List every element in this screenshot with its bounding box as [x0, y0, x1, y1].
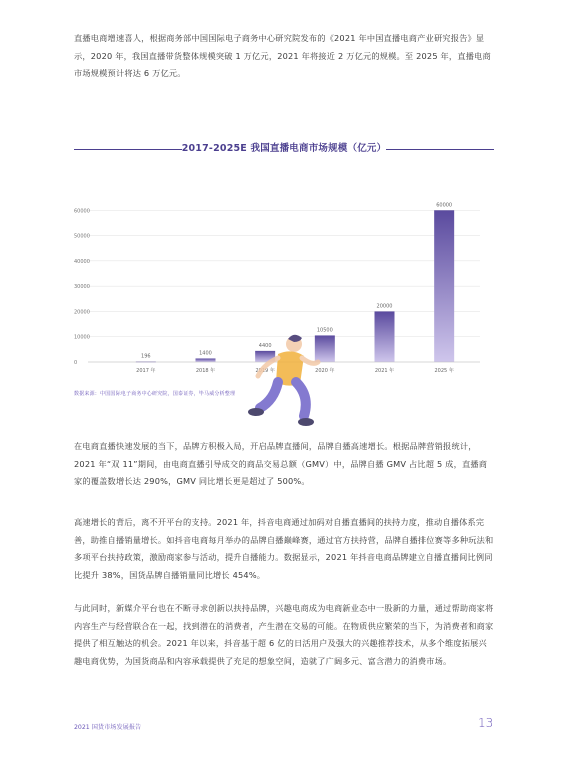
x-category-label: 2017 年 — [136, 368, 156, 374]
y-tick-label: 0 — [74, 360, 78, 366]
y-tick-label: 10000 — [74, 334, 90, 341]
chart-source-note: 数据来源：中国国际电子商务中心研究院，国泰证券，毕马威分析整理 — [74, 391, 236, 397]
y-tick-label: 50000 — [74, 233, 90, 240]
footer-report-title: 2021 国货市场发展报告 — [74, 724, 142, 731]
y-tick-label: 60000 — [74, 208, 90, 215]
x-category-label: 2019 年 — [255, 368, 275, 374]
y-tick-label: 30000 — [74, 284, 90, 291]
brand-live-paragraph: 在电商直播快速发展的当下，品牌方积极入局，开启品牌直播间，品牌自播高速增长。根据品牌营销报统计，2021 年“双 11”期间，由电商直播引导成交的商品交易总额（GMV）中，品牌自播 GMV 占比超 5 成，直播商家的覆盖数增长达 290%，GMV 同比增长更是超过了 500%。 — [74, 441, 488, 486]
bar-value-label: 60000 — [436, 202, 453, 209]
platform-support-paragraph: 高速增长的背后，离不开平台的支持。2021 年，抖音电商通过加码对自播直播间的扶持力度，推动自播体系完善，助推自播销量增长。如抖音电商每月举办的品牌自播巅峰赛，通过官方扶持营，品牌自播排位赛等多种玩法和多项平台扶持政策，激励商家参与活动，提升自播能力。数据显示，2021 年抖音电商品牌建立自播直播间比例同比提升 38%，国货品牌自播销量同比增长 454%。 — [74, 517, 494, 580]
intro-paragraph: 直播电商增速喜人，根据商务部中国国际电子商务中心研究院发布的《2021 年中国直播电商产业研究报告》显示，2020 年，我国直播带货整体规模突破 1 万亿元，2021 年将接近 2 万亿元的规模。至 2025 年，直播电商市场规模预计将达 6 万亿元。 — [74, 33, 491, 78]
bar — [434, 210, 454, 362]
x-category-label: 2018 年 — [195, 368, 216, 374]
y-tick-label: 20000 — [74, 309, 90, 316]
chart-title: 2017-2025E 我国直播电商市场规模（亿元） — [181, 143, 387, 154]
x-category-label: 2020 年 — [315, 368, 335, 374]
x-category-label: 2025 年 — [434, 368, 454, 374]
bar-value-label: 1400 — [199, 350, 212, 357]
x-category-label: 2021 年 — [374, 368, 395, 374]
bar-value-label: 4400 — [258, 342, 272, 349]
page-number: 13 — [478, 716, 494, 730]
y-tick-label: 40000 — [74, 258, 90, 265]
running-person-illustration — [238, 330, 330, 430]
title-rule-right — [386, 149, 494, 150]
bar-value-label: 20000 — [376, 303, 393, 310]
bar — [375, 311, 395, 362]
interest-ecommerce-paragraph: 与此同时，新媒介平台也在不断寻求创新以扶持品牌，兴趣电商成为电商新业态中一股新的力量，通过帮助商家将内容生产与经营联合在一起，找到潜在的消费者，产生潜在交易的可能。在物质供应繁荣的当下，为消费者和商家提供了相互触达的机会。2021 年以来，抖音基于超 6 亿的日活用户及强大的兴趣推荐技术，从多个维度拓展兴趣电商优势，为国货商品和内容承载提供了充足的想象空间，造就了广阔多元、富含潜力的消费市场。 — [74, 603, 494, 666]
chart-title-block — [74, 140, 494, 160]
bar-value-label: 196 — [141, 353, 151, 360]
bar-value-label: 10500 — [316, 327, 333, 334]
bar — [196, 358, 216, 362]
